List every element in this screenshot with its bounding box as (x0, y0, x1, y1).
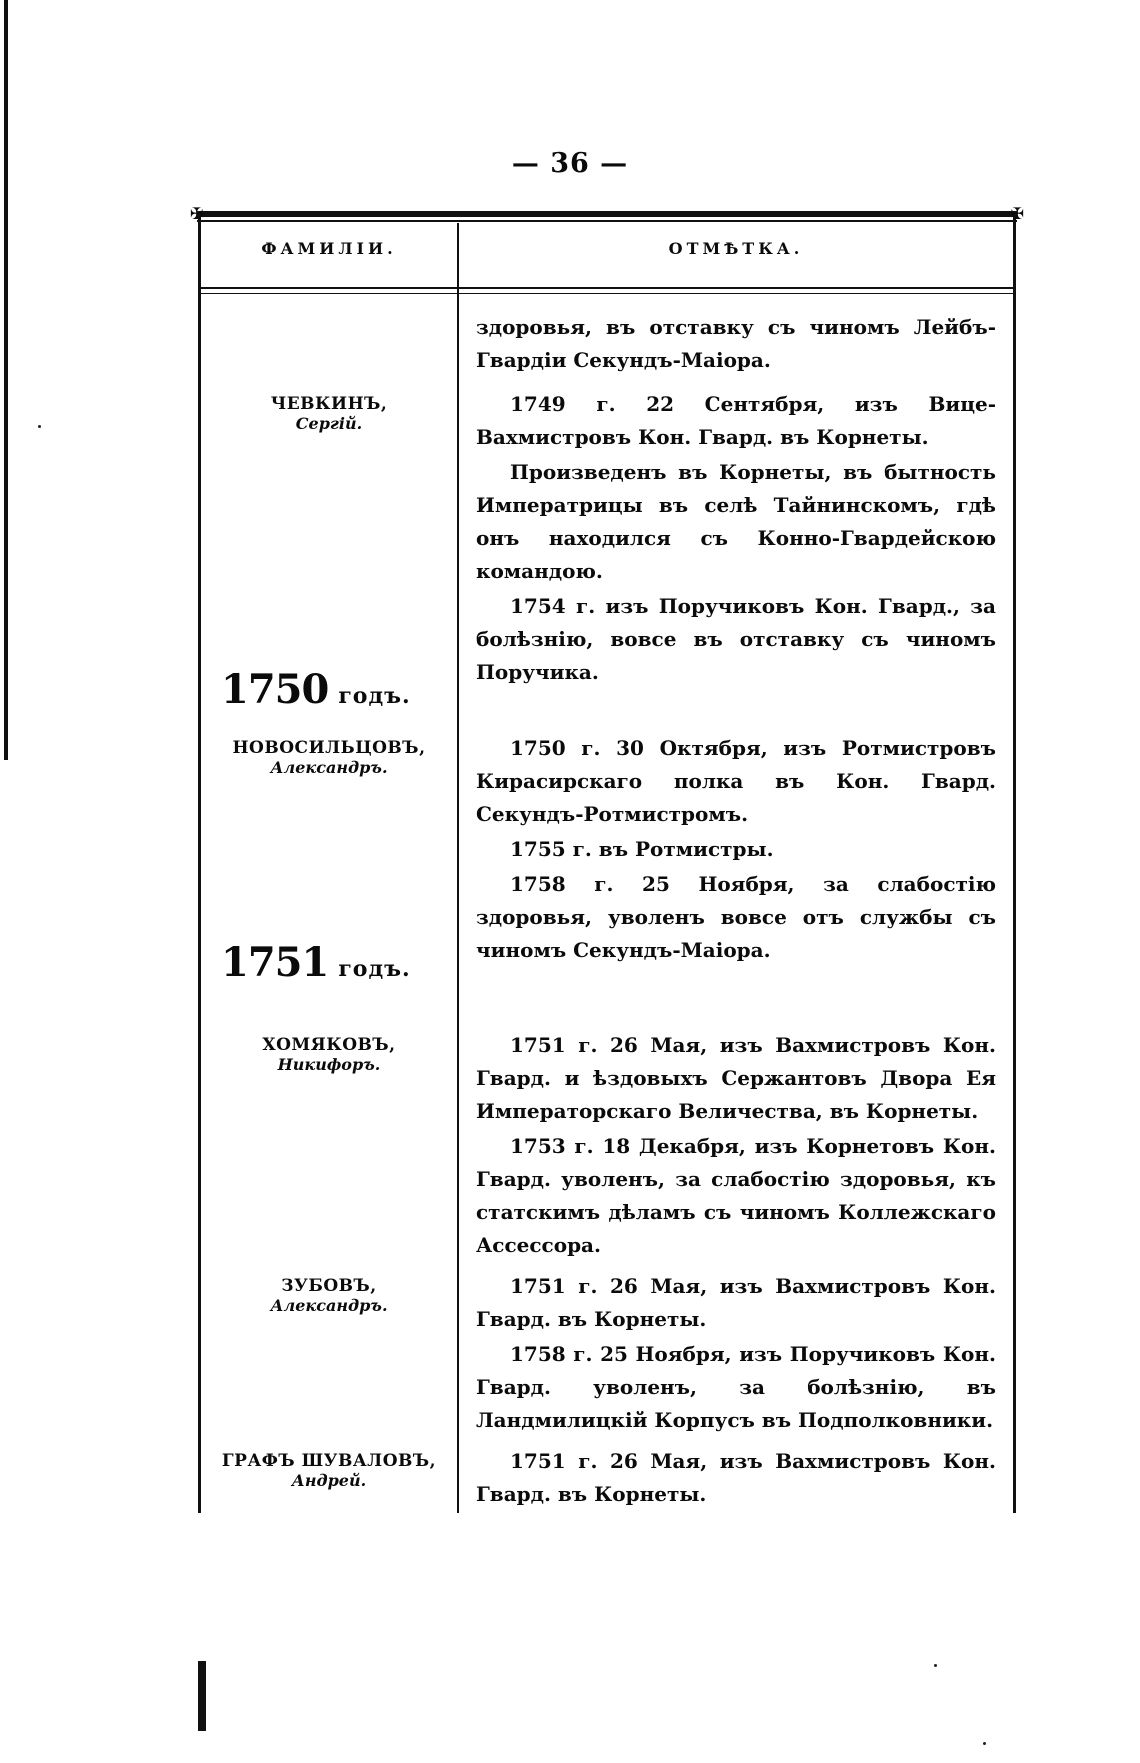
entry-notes (476, 1029, 996, 1264)
entry-name (201, 738, 457, 778)
given-name: Александръ. (270, 1296, 388, 1316)
surname: ГРАФЪ ШУВАЛОВЪ, (221, 1451, 437, 1471)
given-name: Андрей. (291, 1471, 367, 1491)
note-paragraph: 1754 г. изъ Поручиковъ Кон. Гвард., за болѣзнію, вовсе въ отставку съ чиномъ Поручика. (476, 594, 996, 684)
year-number: 1751 (221, 939, 329, 986)
surname: НОВОСИЛЬЦОВЪ, (232, 738, 426, 758)
note-paragraph: 1751 г. 26 Мая, изъ Вахмистровъ Кон. Гвард. и ѣздовыхъ Сержантовъ Двора Ея Императорскаго Величества, въ Корнеты. (476, 1033, 996, 1123)
year-word: годъ. (338, 956, 411, 982)
surname: ЗУБОВЪ, (281, 1276, 377, 1296)
year-heading (221, 939, 451, 986)
given-name: Сергій. (295, 414, 363, 434)
entry-notes (476, 732, 996, 969)
year-number: 1750 (221, 666, 329, 713)
column-divider (457, 223, 459, 1513)
note-paragraph: Произведенъ въ Корнеты, въ бытность Императрицы въ селѣ Тайнинскомъ, гдѣ онъ находился съ Конно-Гвардейскою командою. (476, 460, 996, 583)
entry-name (201, 1451, 457, 1491)
entry-name (201, 1035, 457, 1075)
header-rule (201, 287, 1013, 289)
table-top-rule-thin (197, 220, 1017, 222)
note-paragraph: 1750 г. 30 Октября, изъ Ротмистровъ Кирасирскаго полка въ Кон. Гвард. Секундъ-Ротмистромъ. (476, 736, 996, 826)
entry-name (201, 394, 457, 434)
note-paragraph: здоровья, въ отставку съ чиномъ Лейбъ-Гвардіи Секундъ-Маіора. (476, 315, 996, 372)
note-paragraph: 1755 г. въ Ротмистры. (510, 837, 774, 861)
ornament-icon: ✠ (190, 204, 204, 223)
scan-speck (38, 425, 41, 428)
page-number: — 36 — (511, 148, 629, 179)
header-notes: ОТМѢТКА. (668, 239, 804, 258)
surname: ХОМЯКОВЪ, (262, 1035, 396, 1055)
year-heading (221, 666, 451, 713)
records-table (190, 204, 1024, 1513)
scan-edge-rule (4, 0, 8, 760)
given-name: Александръ. (270, 758, 388, 778)
note-paragraph: 1751 г. 26 Мая, изъ Вахмистровъ Кон. Гвард. въ Корнеты. (476, 1274, 996, 1331)
note-paragraph: 1758 г. 25 Ноября, за слабостію здоровья, уволенъ вовсе отъ службы съ чиномъ Секундъ-Маіора. (476, 872, 996, 962)
table-left-edge-mark (198, 1661, 206, 1731)
surname: ЧЕВКИНЪ, (270, 394, 388, 414)
header-names: ФАМИЛІИ. (261, 239, 397, 258)
scan-speck (983, 1742, 986, 1745)
note-paragraph: 1749 г. 22 Сентября, изъ Вице-Вахмистровъ Кон. Гвард. въ Корнеты. (476, 392, 996, 449)
entry-notes (476, 1270, 996, 1439)
ornament-icon: ✠ (1010, 204, 1024, 223)
given-name: Никифоръ. (277, 1055, 381, 1075)
note-paragraph: 1751 г. 26 Мая, изъ Вахмистровъ Кон. Гвард. въ Корнеты. (476, 1449, 996, 1506)
note-paragraph: 1753 г. 18 Декабря, изъ Корнетовъ Кон. Гвард. уволенъ, за слабостію здоровья, къ статскимъ дѣламъ съ чиномъ Коллежскаго Ассессора. (476, 1134, 996, 1257)
scan-speck (934, 1664, 937, 1667)
entry-name (201, 1276, 457, 1316)
continuation-note (476, 311, 996, 379)
note-paragraph: 1758 г. 25 Ноября, изъ Поручиковъ Кон. Гвард. уволенъ, за болѣзнію, въ Ландмилицкій Корпусъ въ Подполковники. (476, 1342, 996, 1432)
entry-notes (476, 388, 996, 691)
entry-notes (476, 1445, 996, 1513)
header-rule-thin (201, 293, 1013, 294)
year-word: годъ. (338, 683, 411, 709)
table-top-rule (197, 211, 1017, 217)
